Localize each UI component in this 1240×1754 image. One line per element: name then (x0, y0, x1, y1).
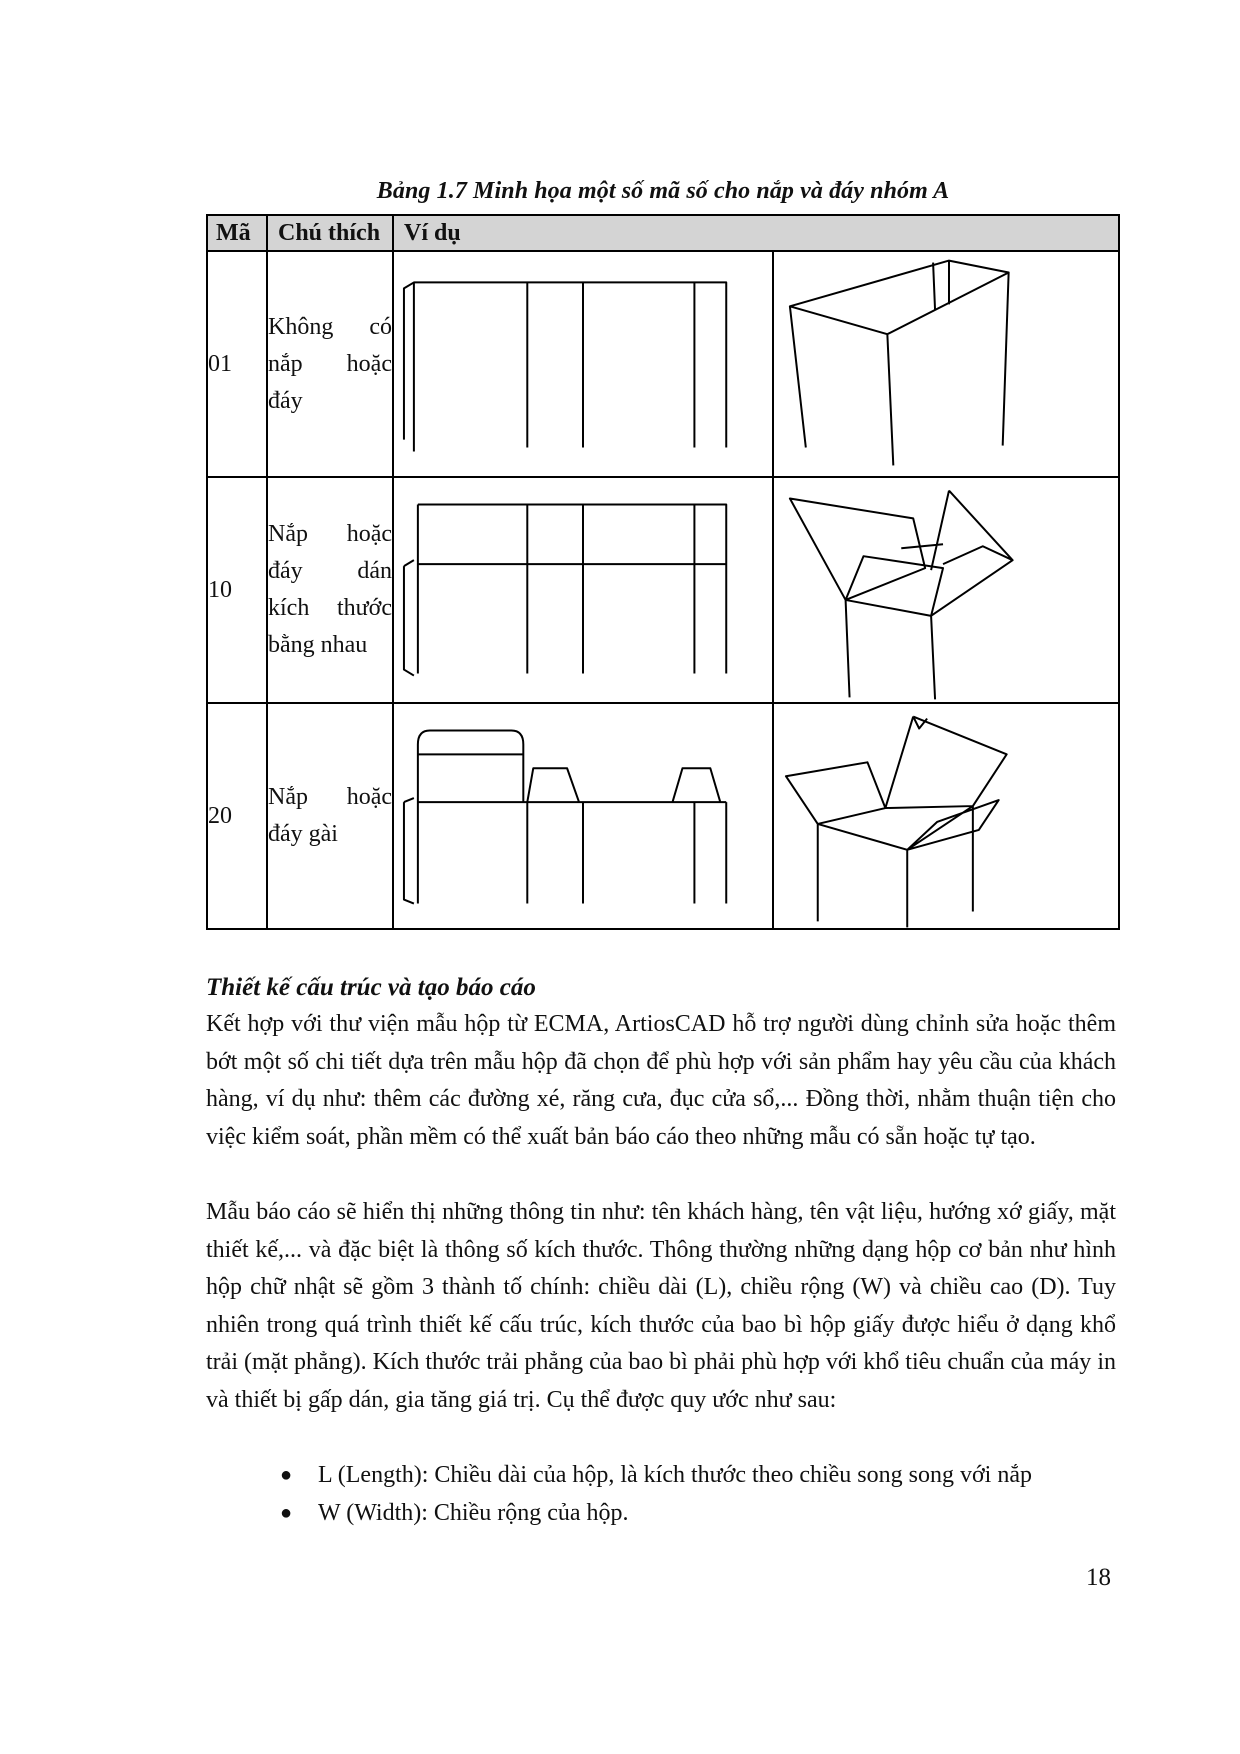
open-box-tuck-flap-icon (774, 704, 1118, 928)
row-note (267, 703, 393, 929)
note-line: Nắp hoặc (268, 784, 392, 810)
note-line: đáy dán (268, 558, 392, 584)
section-heading: Thiết kế cấu trúc và tạo báo cáo (206, 974, 536, 1001)
note-line: Không có (268, 313, 392, 340)
paragraph: Mẫu báo cáo sẽ hiển thị những thông tin như: tên khách hàng, tên vật liệu, hướng xớ giấy, mặt thiết kế,... và đặc biệt là thông số kích thước. Thông thường những dạng hộp cơ bản như hình hộp chữ nhật sẽ gồm 3 thành tố chính: chiều dài (L), chiều rộng (W) và chiều cao (D). Tuy nhiên trong quá trình thiết kế cấu trúc, kích thước của bao bì hộp giấy được hiểu ở dạng khổ trải (mặt phẳng). Kích thước trải phẳng của bao bì phải phù hợp với khổ tiêu chuẩn của máy in và thiết bị gấp dán, gia tăng giá trị. Cụ thể được quy ước như sau: (206, 1199, 1116, 1413)
note-line: đáy (268, 387, 303, 414)
header-example: Ví dụ (393, 215, 1119, 251)
box-illustration-cell (773, 703, 1119, 929)
row-note (267, 251, 393, 477)
header-note: Chú thích (267, 215, 393, 251)
box-illustration-cell (773, 477, 1119, 703)
page-number: 18 (1086, 1564, 1111, 1591)
table-header-row (207, 215, 1119, 251)
table-caption: Bảng 1.7 Minh họa một số mã số cho nắp và đáy nhóm A (376, 178, 950, 204)
open-box-glued-flap-icon (774, 478, 1118, 702)
flat-layout-cell (393, 477, 773, 703)
note-line: bằng nhau (268, 632, 368, 658)
table-row (207, 703, 1119, 929)
flat-layout-glued-flap-icon (394, 478, 772, 702)
open-box-no-flap-icon (774, 252, 1118, 476)
list-item (206, 1494, 1116, 1532)
note-line: đáy gài (268, 821, 338, 847)
note-line: Nắp hoặc (268, 521, 392, 547)
bullet-icon: ● (280, 1464, 293, 1486)
bullet-list (206, 1456, 1116, 1532)
bullet-icon: ● (280, 1502, 293, 1524)
row-code: 01 (207, 251, 267, 477)
row-code: 20 (207, 703, 267, 929)
row-note (267, 477, 393, 703)
row-code: 10 (207, 477, 267, 703)
note-line: kích thước (268, 595, 392, 621)
table-row (207, 477, 1119, 703)
paragraph: Kết hợp với thư viện mẫu hộp từ ECMA, ArtiosCAD hỗ trợ người dùng chỉnh sửa hoặc thêm bớt một số chi tiết dựa trên mẫu hộp đã chọn để phù hợp với sản phẩm hay yêu cầu của khách hàng, ví dụ như: thêm các đường xé, răng cưa, đục cửa sổ,... Đồng thời, nhằm thuận tiện cho việc kiểm soát, phần mềm có thể xuất bản báo cáo theo những mẫu có sẵn hoặc tự tạo. (206, 1011, 1116, 1150)
table-row (207, 251, 1119, 477)
list-item-text: L (Length): Chiều dài của hộp, là kích thước theo chiều song song với nắp (318, 1462, 1032, 1488)
flat-layout-cell (393, 251, 773, 477)
box-illustration-cell (773, 251, 1119, 477)
header-code: Mã (207, 215, 267, 251)
flat-layout-no-flap-icon (394, 252, 772, 476)
list-item (206, 1456, 1116, 1494)
note-line: nắp hoặc (268, 350, 392, 377)
flap-code-table (206, 214, 1120, 930)
flat-layout-tuck-flap-icon (394, 704, 772, 928)
list-item-text: W (Width): Chiều rộng của hộp. (318, 1500, 629, 1526)
flat-layout-cell (393, 703, 773, 929)
